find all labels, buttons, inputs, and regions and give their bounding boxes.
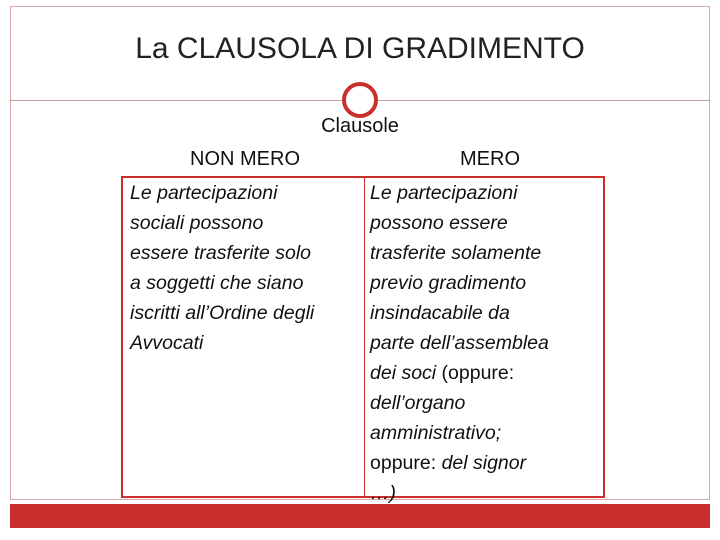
normal-fragment: oppure:: [370, 452, 442, 474]
normal-fragment: (oppure:: [441, 362, 515, 384]
text-line: [370, 448, 602, 478]
text-line: a soggetti che siano: [130, 272, 304, 294]
text-line: sociali possono: [130, 212, 264, 234]
mero-description: [370, 178, 602, 508]
text-line: …): [370, 482, 396, 504]
mero-header: MERO: [460, 148, 520, 170]
non-mero-description: [130, 178, 362, 358]
text-line: amministrativo;: [370, 422, 502, 444]
italic-fragment: del signor: [441, 452, 527, 474]
text-line: dell’organo: [370, 392, 466, 414]
text-line: iscritti all’Ordine degli: [130, 302, 315, 324]
text-line: trasferite solamente: [370, 242, 542, 264]
slide-title: La CLAUSOLA DI GRADIMENTO: [135, 32, 585, 65]
text-line: Le partecipazioni: [130, 182, 278, 204]
clausole-heading: Clausole: [321, 115, 399, 137]
text-line: insindacabile da: [370, 302, 510, 324]
text-line: possono essere: [370, 212, 508, 234]
text-line: previo gradimento: [370, 272, 527, 294]
text-line: [370, 358, 602, 388]
italic-fragment: dei soci: [370, 362, 442, 384]
decorative-ring-icon: [342, 82, 378, 118]
footer-band: [10, 504, 710, 528]
non-mero-header: NON MERO: [190, 148, 300, 170]
text-line: Avvocati: [130, 332, 204, 354]
text-line: parte dell’assemblea: [370, 332, 549, 354]
text-line: essere trasferite solo: [130, 242, 311, 264]
column-divider: [364, 177, 365, 497]
text-line: Le partecipazioni: [370, 182, 518, 204]
